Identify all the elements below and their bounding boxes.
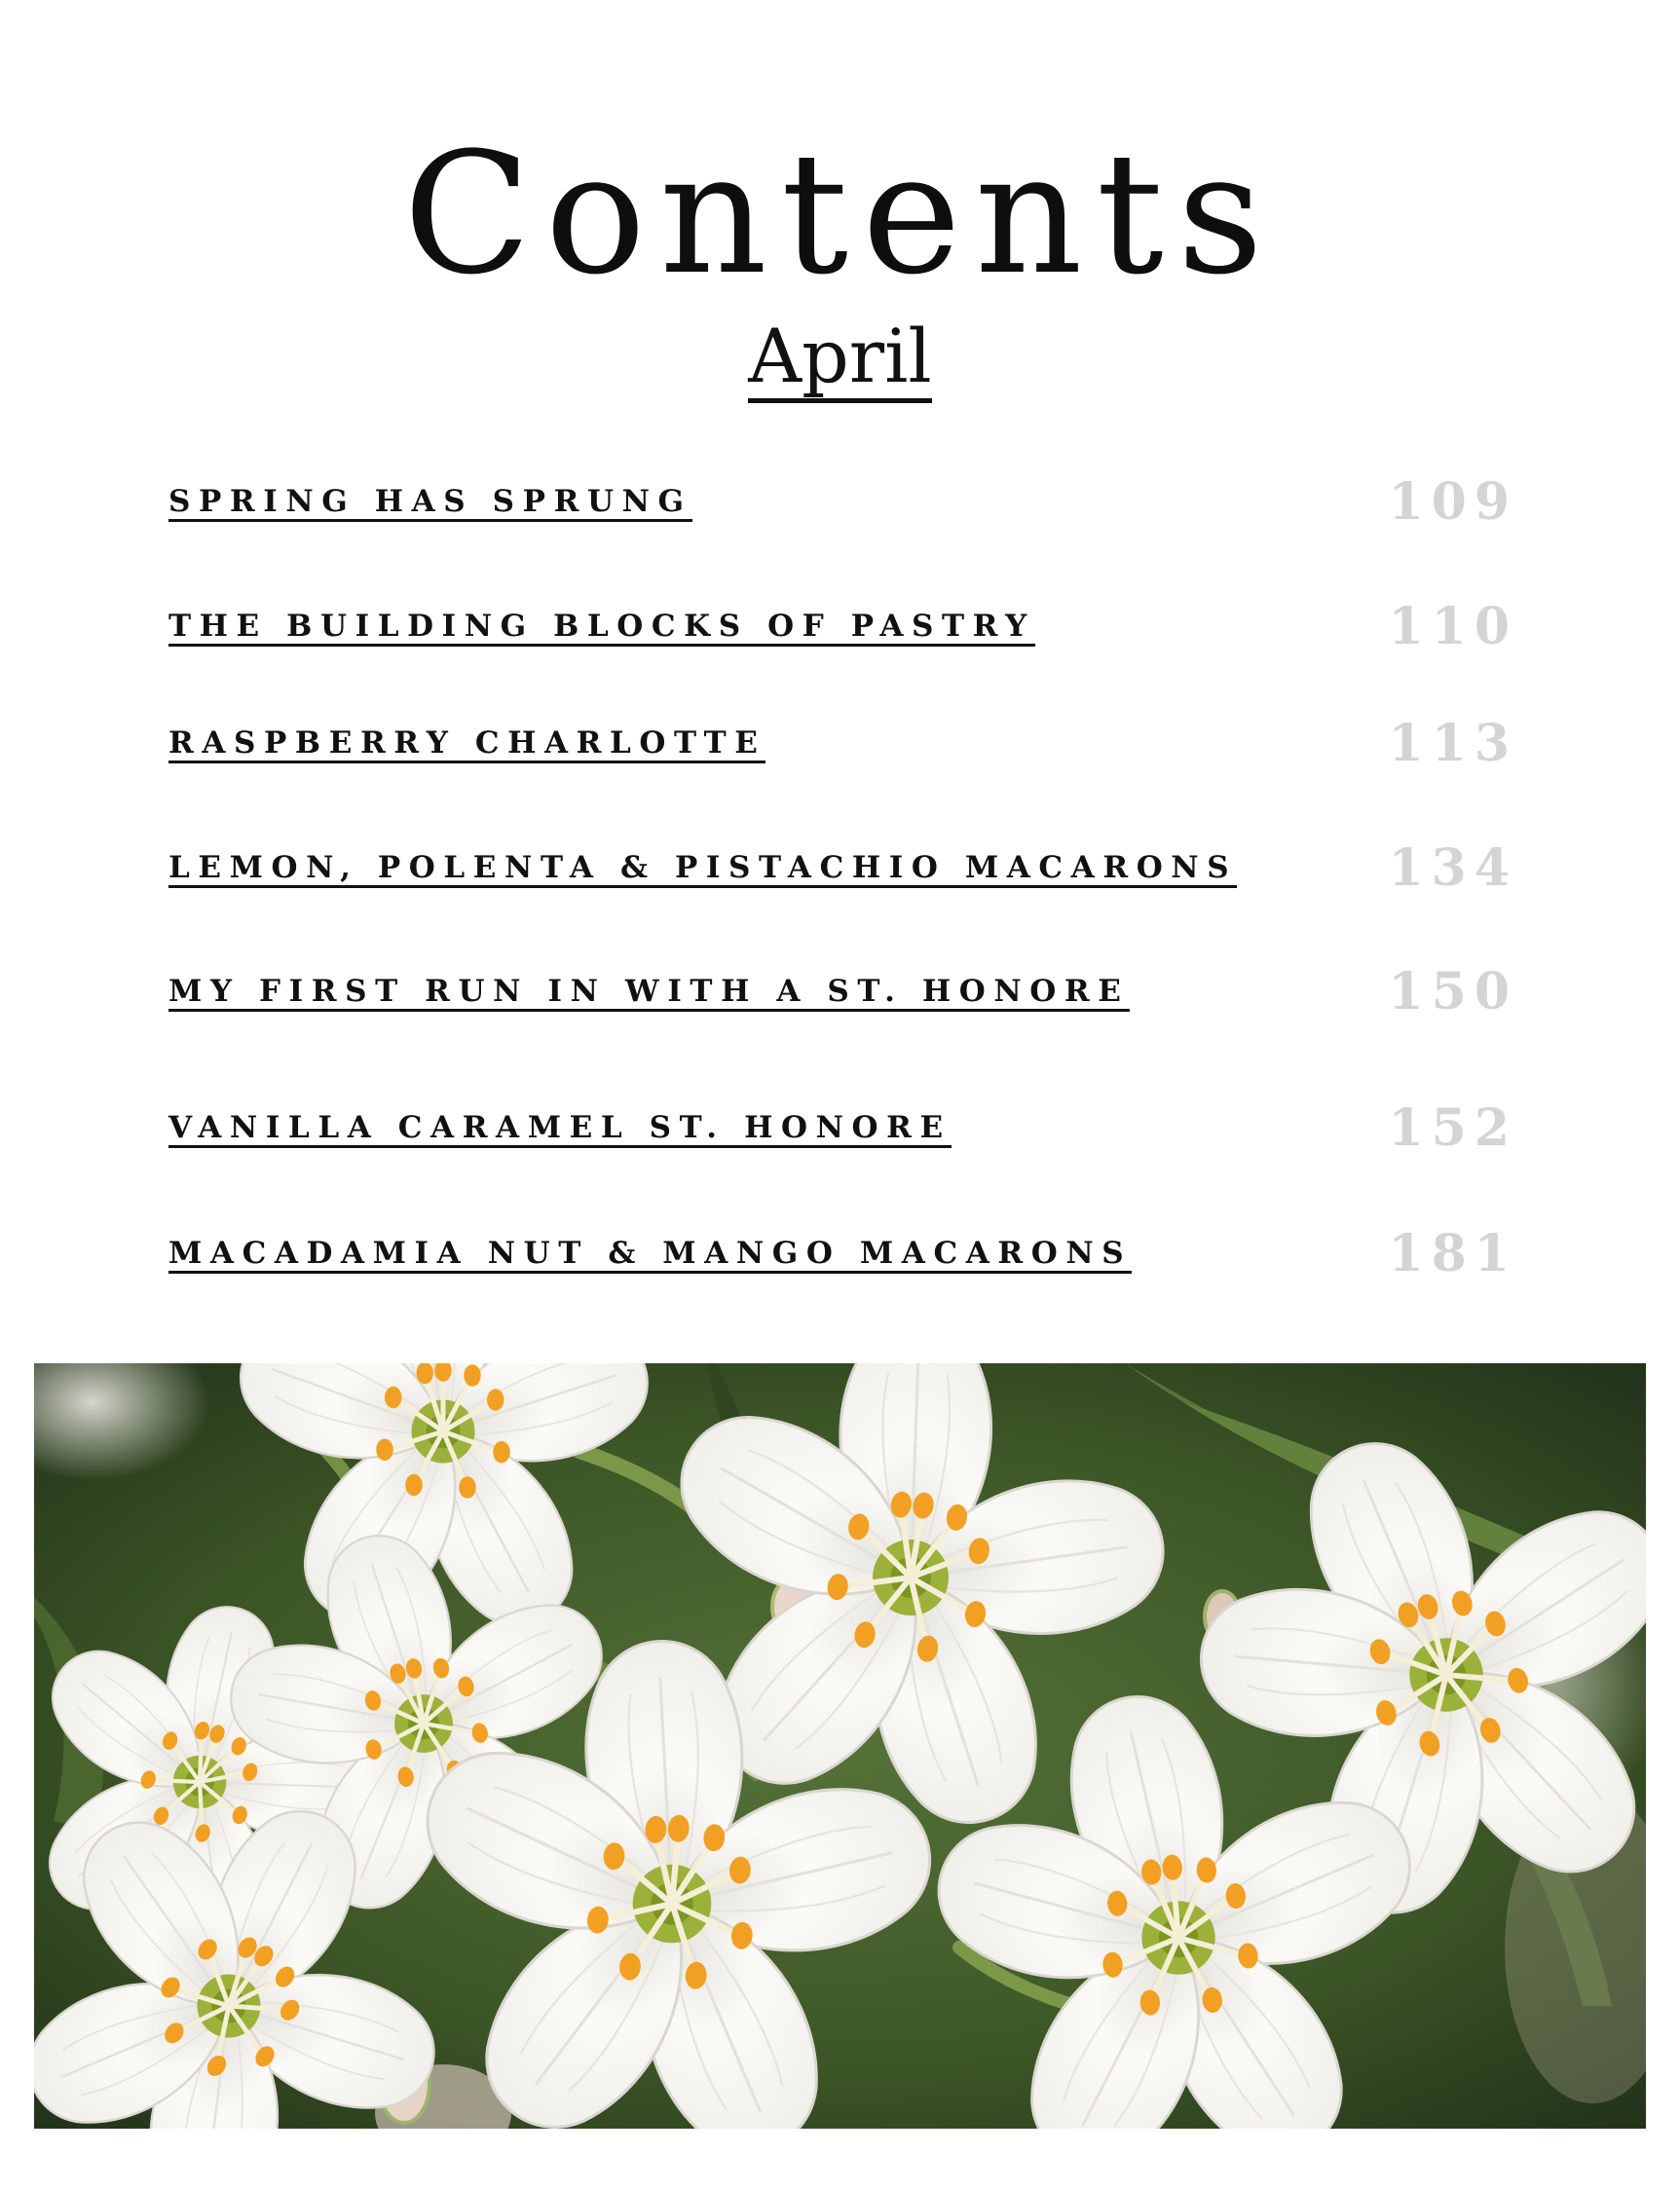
toc-entry-page: 134 [1388, 838, 1517, 898]
toc-entry-title[interactable]: THE BUILDING BLOCKS OF PASTRY [168, 609, 1035, 647]
toc-entry-page: 109 [1388, 472, 1517, 532]
toc-entry-title[interactable]: LEMON, POLENTA & PISTACHIO MACARONS [168, 850, 1237, 888]
flower-photo [34, 1363, 1646, 2129]
toc-entry[interactable] [168, 951, 1517, 1029]
toc-entry-title[interactable]: MY FIRST RUN IN WITH A ST. HONORE [168, 974, 1130, 1012]
toc-entry[interactable] [168, 1213, 1517, 1291]
toc-entry[interactable] [168, 703, 1517, 781]
page-title: Contents [402, 116, 1277, 312]
toc-entry[interactable] [168, 462, 1517, 539]
toc-entry-page: 150 [1388, 962, 1517, 1021]
toc-entry[interactable] [168, 1088, 1517, 1166]
toc-entry-title[interactable]: MACADAMIA NUT & MANGO MACARONS [168, 1236, 1132, 1274]
toc-entry-title[interactable]: VANILLA CARAMEL ST. HONORE [168, 1110, 952, 1148]
toc-entry[interactable] [168, 586, 1517, 664]
toc-entry[interactable] [168, 828, 1517, 906]
toc-entry-page: 181 [1388, 1224, 1517, 1283]
toc-entry-page: 152 [1388, 1098, 1517, 1158]
white-flowers-icon [34, 1363, 1646, 2129]
toc-entry-title[interactable]: SPRING HAS SPRUNG [168, 484, 692, 522]
toc-entry-page: 110 [1388, 597, 1517, 656]
toc-entry-title[interactable]: RASPBERRY CHARLOTTE [168, 725, 765, 763]
section-heading-label: April [748, 316, 931, 403]
toc-entry-page: 113 [1388, 714, 1517, 773]
